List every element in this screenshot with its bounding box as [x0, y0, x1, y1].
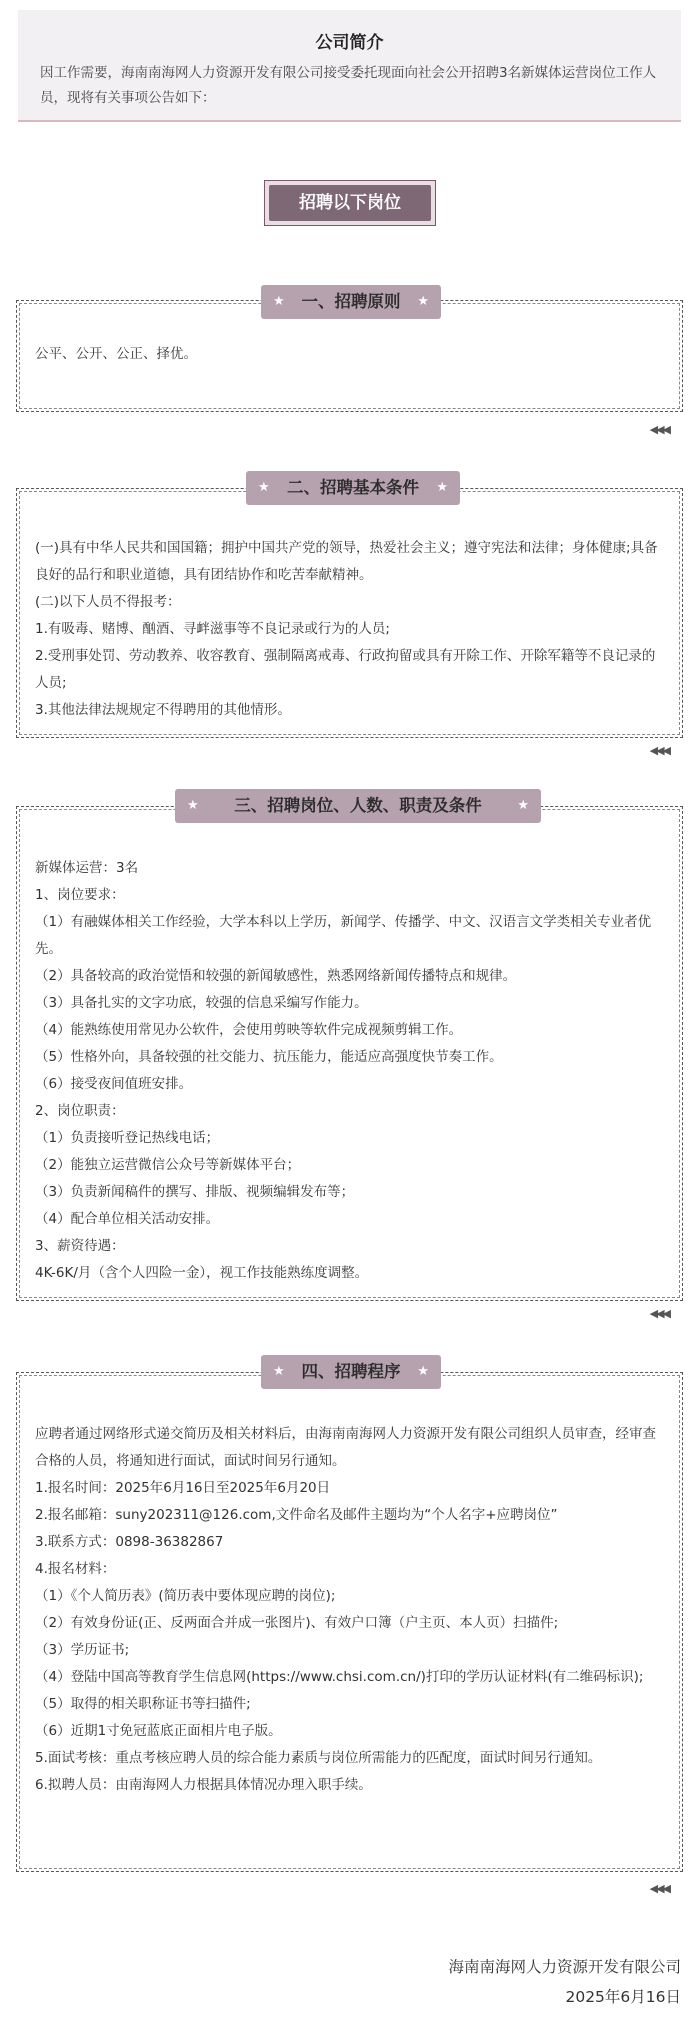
- recruit-positions-label: 招聘以下岗位: [269, 185, 431, 221]
- section-line: （2）有效身份证(正、反两面合并成一张图片)、有效户口簿（户主页、本人页）扫描件;: [35, 1615, 559, 1631]
- more-arrows-icon[interactable]: ◀◀◀: [649, 1882, 669, 1895]
- section-line: （4）能熟练使用常见办公软件，会使用剪映等软件完成视频剪辑工作。: [35, 1022, 463, 1038]
- footer-date: 2025年6月16日: [565, 1988, 681, 2006]
- section-line: (二)以下人员不得报考：: [35, 594, 181, 610]
- section-line: （5）取得的相关职称证书等扫描件;: [35, 1696, 251, 1712]
- section-line: （3）具备扎实的文字功底，较强的信息采编写作能力。: [35, 995, 368, 1011]
- star-icon: ★: [187, 798, 199, 813]
- section-line: 3.其他法律法规规定不得聘用的其他情形。: [35, 702, 291, 718]
- section-title: 一、招聘原则: [301, 292, 401, 311]
- section-line: 4.报名材料：: [35, 1561, 116, 1577]
- section-line: 2、岗位职责：: [35, 1103, 125, 1119]
- section-line: （4）登陆中国高等教育学生信息网(https://www.chsi.com.cn/)打印的学历认证材料(有二维码标识);: [35, 1669, 644, 1685]
- section-line: （2）具备较高的政治觉悟和较强的新闻敏感性，熟悉网络新闻传播特点和规律。: [35, 968, 517, 984]
- section-line: 6.拟聘人员：由南海网人力根据具体情况办理入职手续。: [35, 1777, 372, 1793]
- section-line: 1.报名时间：2025年6月16日至2025年6月20日: [35, 1480, 331, 1496]
- star-icon: ★: [417, 1364, 429, 1379]
- section-line: 1、岗位要求：: [35, 887, 125, 903]
- star-icon: ★: [517, 798, 529, 813]
- footer-company: 海南南海网人力资源开发有限公司: [448, 1958, 681, 1976]
- section-title: 三、招聘岗位、人数、职责及条件: [234, 796, 482, 815]
- section-line: 2.报名邮箱：suny202311@126.com,文件命名及邮件主题均为“个人名字+应聘岗位”: [35, 1507, 558, 1523]
- section-line: （6）接受夜间值班安排。: [35, 1076, 193, 1092]
- section-line: （5）性格外向，具备较强的社交能力、抗压能力，能适应高强度快节奏工作。: [35, 1049, 503, 1065]
- section-title: 四、招聘程序: [301, 1362, 401, 1381]
- section-line: 3.联系方式：0898-36382867: [35, 1534, 224, 1550]
- section-positions-header: [175, 789, 541, 823]
- star-icon: ★: [273, 1364, 285, 1379]
- section-line: （1）负责接听登记热线电话；: [35, 1130, 220, 1146]
- section-line: 3、薪资待遇：: [35, 1238, 125, 1254]
- star-icon: ★: [436, 480, 448, 495]
- section-line: （6）近期1寸免冠蓝底正面相片电子版。: [35, 1723, 282, 1739]
- section-principles: [16, 292, 683, 412]
- section-procedure-header: [261, 1355, 441, 1389]
- section-line: （3）负责新闻稿件的撰写、排版、视频编辑发布等；: [35, 1184, 355, 1200]
- more-arrows-icon[interactable]: ◀◀◀: [649, 423, 669, 436]
- section-positions: [16, 796, 683, 1301]
- star-icon: ★: [417, 294, 429, 309]
- section-basic-conditions-header: [246, 471, 460, 505]
- more-arrows-icon[interactable]: ◀◀◀: [649, 1307, 669, 1320]
- section-line: 5.面试考核：重点考核应聘人员的综合能力素质与岗位所需能力的匹配度，面试时间另行通知。: [35, 1750, 602, 1766]
- section-principles-header: [261, 285, 441, 319]
- section-line: 1.有吸毒、赌博、酗酒、寻衅滋事等不良记录或行为的人员;: [35, 621, 390, 637]
- section-basic-conditions: [16, 478, 683, 738]
- section-line: 公平、公开、公正、择优。: [35, 346, 197, 362]
- star-icon: ★: [273, 294, 285, 309]
- section-line: (一)具有中华人民共和国国籍；拥护中国共产党的领导，热爱社会主义；遵守宪法和法律；身体健康;具备良好的品行和职业道德，具有团结协作和吃苦奉献精神。: [35, 540, 658, 583]
- section-line: 新媒体运营：3名: [35, 860, 139, 876]
- section-line: （3）学历证书;: [35, 1642, 130, 1658]
- star-icon: ★: [258, 480, 270, 495]
- section-line: （4）配合单位相关活动安排。: [35, 1211, 220, 1227]
- more-arrows-icon[interactable]: ◀◀◀: [649, 744, 669, 757]
- section-line: （2）能独立运营微信公众号等新媒体平台；: [35, 1157, 301, 1173]
- intro-title: 公司简介: [315, 33, 384, 53]
- section-procedure: [16, 1362, 683, 1872]
- section-line: 2.受刑事处罚、劳动教养、收容教育、强制隔离戒毒、行政拘留或具有开除工作、开除军籍等不良记录的人员;: [35, 648, 656, 691]
- section-line: （1）《个人简历表》(简历表中要体现应聘的岗位);: [35, 1588, 336, 1604]
- section-line: 4K-6K/月（含个人四险一金），视工作技能熟练度调整。: [35, 1265, 369, 1281]
- section-title: 二、招聘基本条件: [287, 478, 419, 497]
- intro-text: 因工作需要，海南南海网人力资源开发有限公司接受委托现面向社会公开招聘3名新媒体运营岗位工作人员，现将有关事项公告如下：: [40, 65, 657, 106]
- section-line: 应聘者通过网络形式递交简历及相关材料后，由海南南海网人力资源开发有限公司组织人员审查，经审查合格的人员，将通知进行面试，面试时间另行通知。: [35, 1426, 656, 1469]
- company-intro-card: [18, 10, 681, 122]
- section-line: （1）有融媒体相关工作经验，大学本科以上学历，新闻学、传播学、中文、汉语言文学类相关专业者优先。: [35, 914, 652, 957]
- recruit-positions-button[interactable]: [264, 180, 436, 226]
